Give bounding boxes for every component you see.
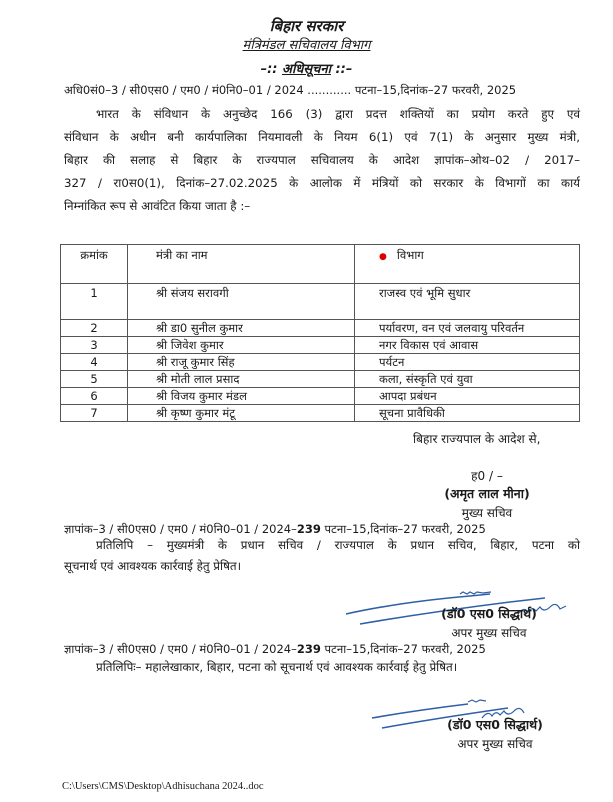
- notice-suffix: ::–: [335, 62, 353, 77]
- body-line: भारत के संविधान के अनुच्छेद 166 (3) द्वारा प्रदत्त शक्तियों का प्रयोग करते हुए एवं: [96, 107, 580, 121]
- memo2-ref-prefix: ज्ञापांक–3 / सी0एस0 / एम0 / मं0नि0–01 / 2024–: [64, 642, 297, 656]
- table-row: [61, 354, 580, 371]
- header-department-label: विभाग: [396, 248, 424, 262]
- table-row: [61, 284, 580, 320]
- memo2-ref-suffix: पटना–15,दिनांक–27 फरवरी, 2025: [320, 642, 486, 656]
- cell-minister-name: श्री मोती लाल प्रसाद: [128, 371, 355, 388]
- table-row: [61, 405, 580, 422]
- table-header-row: [61, 245, 580, 284]
- signatory3-name: (डॉ0 एस0 सिद्धार्थ): [447, 717, 543, 732]
- signatory2-name: (डॉ0 एस0 सिद्धार्थ): [441, 606, 537, 621]
- cell-department: पर्यावरण, वन एवं जलवायु परिवर्तन: [355, 320, 580, 337]
- signatory1-name: (अमृत लाल मीना): [444, 486, 530, 501]
- signatory1-sd: ह0 / –: [471, 469, 503, 483]
- cell-minister-name: श्री कृष्ण कुमार मंटू: [128, 405, 355, 422]
- cell-department: नगर विकास एवं आवास: [355, 337, 580, 354]
- cell-department: कला, संस्कृति एवं युवा: [355, 371, 580, 388]
- cell-serial: 6: [61, 388, 128, 405]
- cell-department: आपदा प्रबंधन: [355, 388, 580, 405]
- cell-serial: 2: [61, 320, 128, 337]
- table-row: [61, 371, 580, 388]
- cell-department: राजस्व एवं भूमि सुधार: [355, 284, 580, 320]
- body-line: संविधान के अधीन बनी कार्यपालिका नियमावली के नियम 6(1) एवं 7(1) के अनुसार मुख्य मंत्री,: [64, 130, 580, 144]
- body-line: 327 / रा0स0(1), दिनांक–27.02.2025 के आलोक में मंत्रियों को सरकार के विभागों का कार्य: [64, 176, 580, 190]
- cell-minister-name: श्री विजय कुमार मंडल: [128, 388, 355, 405]
- notice-title: अधिसूचना: [282, 62, 331, 77]
- cell-serial: 4: [61, 354, 128, 371]
- reference-line: अधि0सं0–3 / सी0एस0 / एम0 / मं0नि0–01 / 2024 ............ पटना–15,दिनांक–27 फरवरी, 2025: [64, 83, 517, 97]
- cell-minister-name: श्री राजू कुमार सिंह: [128, 354, 355, 371]
- signatory2-designation: अपर मुख्य सचिव: [451, 626, 527, 640]
- cell-serial: 1: [61, 284, 128, 320]
- header-serial: क्रमांक: [61, 245, 128, 284]
- table-row: [61, 388, 580, 405]
- memo1-ref-number: 239: [296, 522, 321, 536]
- table-row: [61, 337, 580, 354]
- notice-prefix: –::: [260, 62, 278, 77]
- body-line: निम्नांकित रूप से आवंटित किया जाता है :–: [64, 199, 251, 213]
- memo1-ref-suffix: पटना–15,दिनांक–27 फरवरी, 2025: [320, 522, 486, 536]
- signatory3-designation: अपर मुख्य सचिव: [457, 737, 533, 751]
- table-row: [61, 320, 580, 337]
- memo2-ref-number: 239: [296, 642, 321, 656]
- government-title: बिहार सरकार: [269, 17, 344, 35]
- cell-minister-name: श्री डा0 सुनील कुमार: [128, 320, 355, 337]
- memo1-copy-line: सूचनार्थ एवं आवश्यक कार्रवाई हेतु प्रेषित।: [64, 559, 242, 573]
- file-path-footer: C:\Users\CMS\Desktop\Adhisuchana 2024..doc: [62, 781, 264, 792]
- body-line: बिहार की सलाह से बिहार के राज्यपाल सचिवालय के आदेश ज्ञापांक–ओथ–02 / 2017–: [64, 153, 580, 167]
- cell-serial: 7: [61, 405, 128, 422]
- department-title: [0, 35, 613, 53]
- memo1-copy-line: प्रतिलिपि – मुख्यमंत्री के प्रधान सचिव / राज्यपाल के प्रधान सचिव, बिहार, पटना को: [96, 538, 580, 552]
- signatory1-designation: मुख्य सचिव: [461, 506, 513, 520]
- notice-heading: [0, 59, 613, 77]
- department-name: मंत्रिमंडल सचिवालय विभाग: [242, 38, 371, 53]
- header-department: [355, 245, 580, 284]
- cell-serial: 5: [61, 371, 128, 388]
- cell-serial: 3: [61, 337, 128, 354]
- marker-dot-icon: ●: [379, 252, 387, 262]
- memo2-reference: [64, 642, 486, 657]
- header-minister-name: मंत्री का नाम: [128, 245, 355, 284]
- body-paragraph: [64, 103, 580, 218]
- memo1-copy: [64, 535, 580, 577]
- cell-minister-name: श्री संजय सरावगी: [128, 284, 355, 320]
- cell-department: सूचना प्रावैधिकी: [355, 405, 580, 422]
- cell-department: पर्यटन: [355, 354, 580, 371]
- memo1-ref-prefix: ज्ञापांक–3 / सी0एस0 / एम0 / मं0नि0–01 / 2024–: [64, 522, 297, 536]
- minister-allocation-table: [60, 244, 580, 422]
- cell-minister-name: श्री जिवेश कुमार: [128, 337, 355, 354]
- memo2-copy-line: प्रतिलिपिः– महालेखाकार, बिहार, पटना को सूचनार्थ एवं आवश्यक कार्रवाई हेतु प्रेषित।: [96, 660, 458, 674]
- order-line: बिहार राज्यपाल के आदेश से,: [413, 432, 541, 446]
